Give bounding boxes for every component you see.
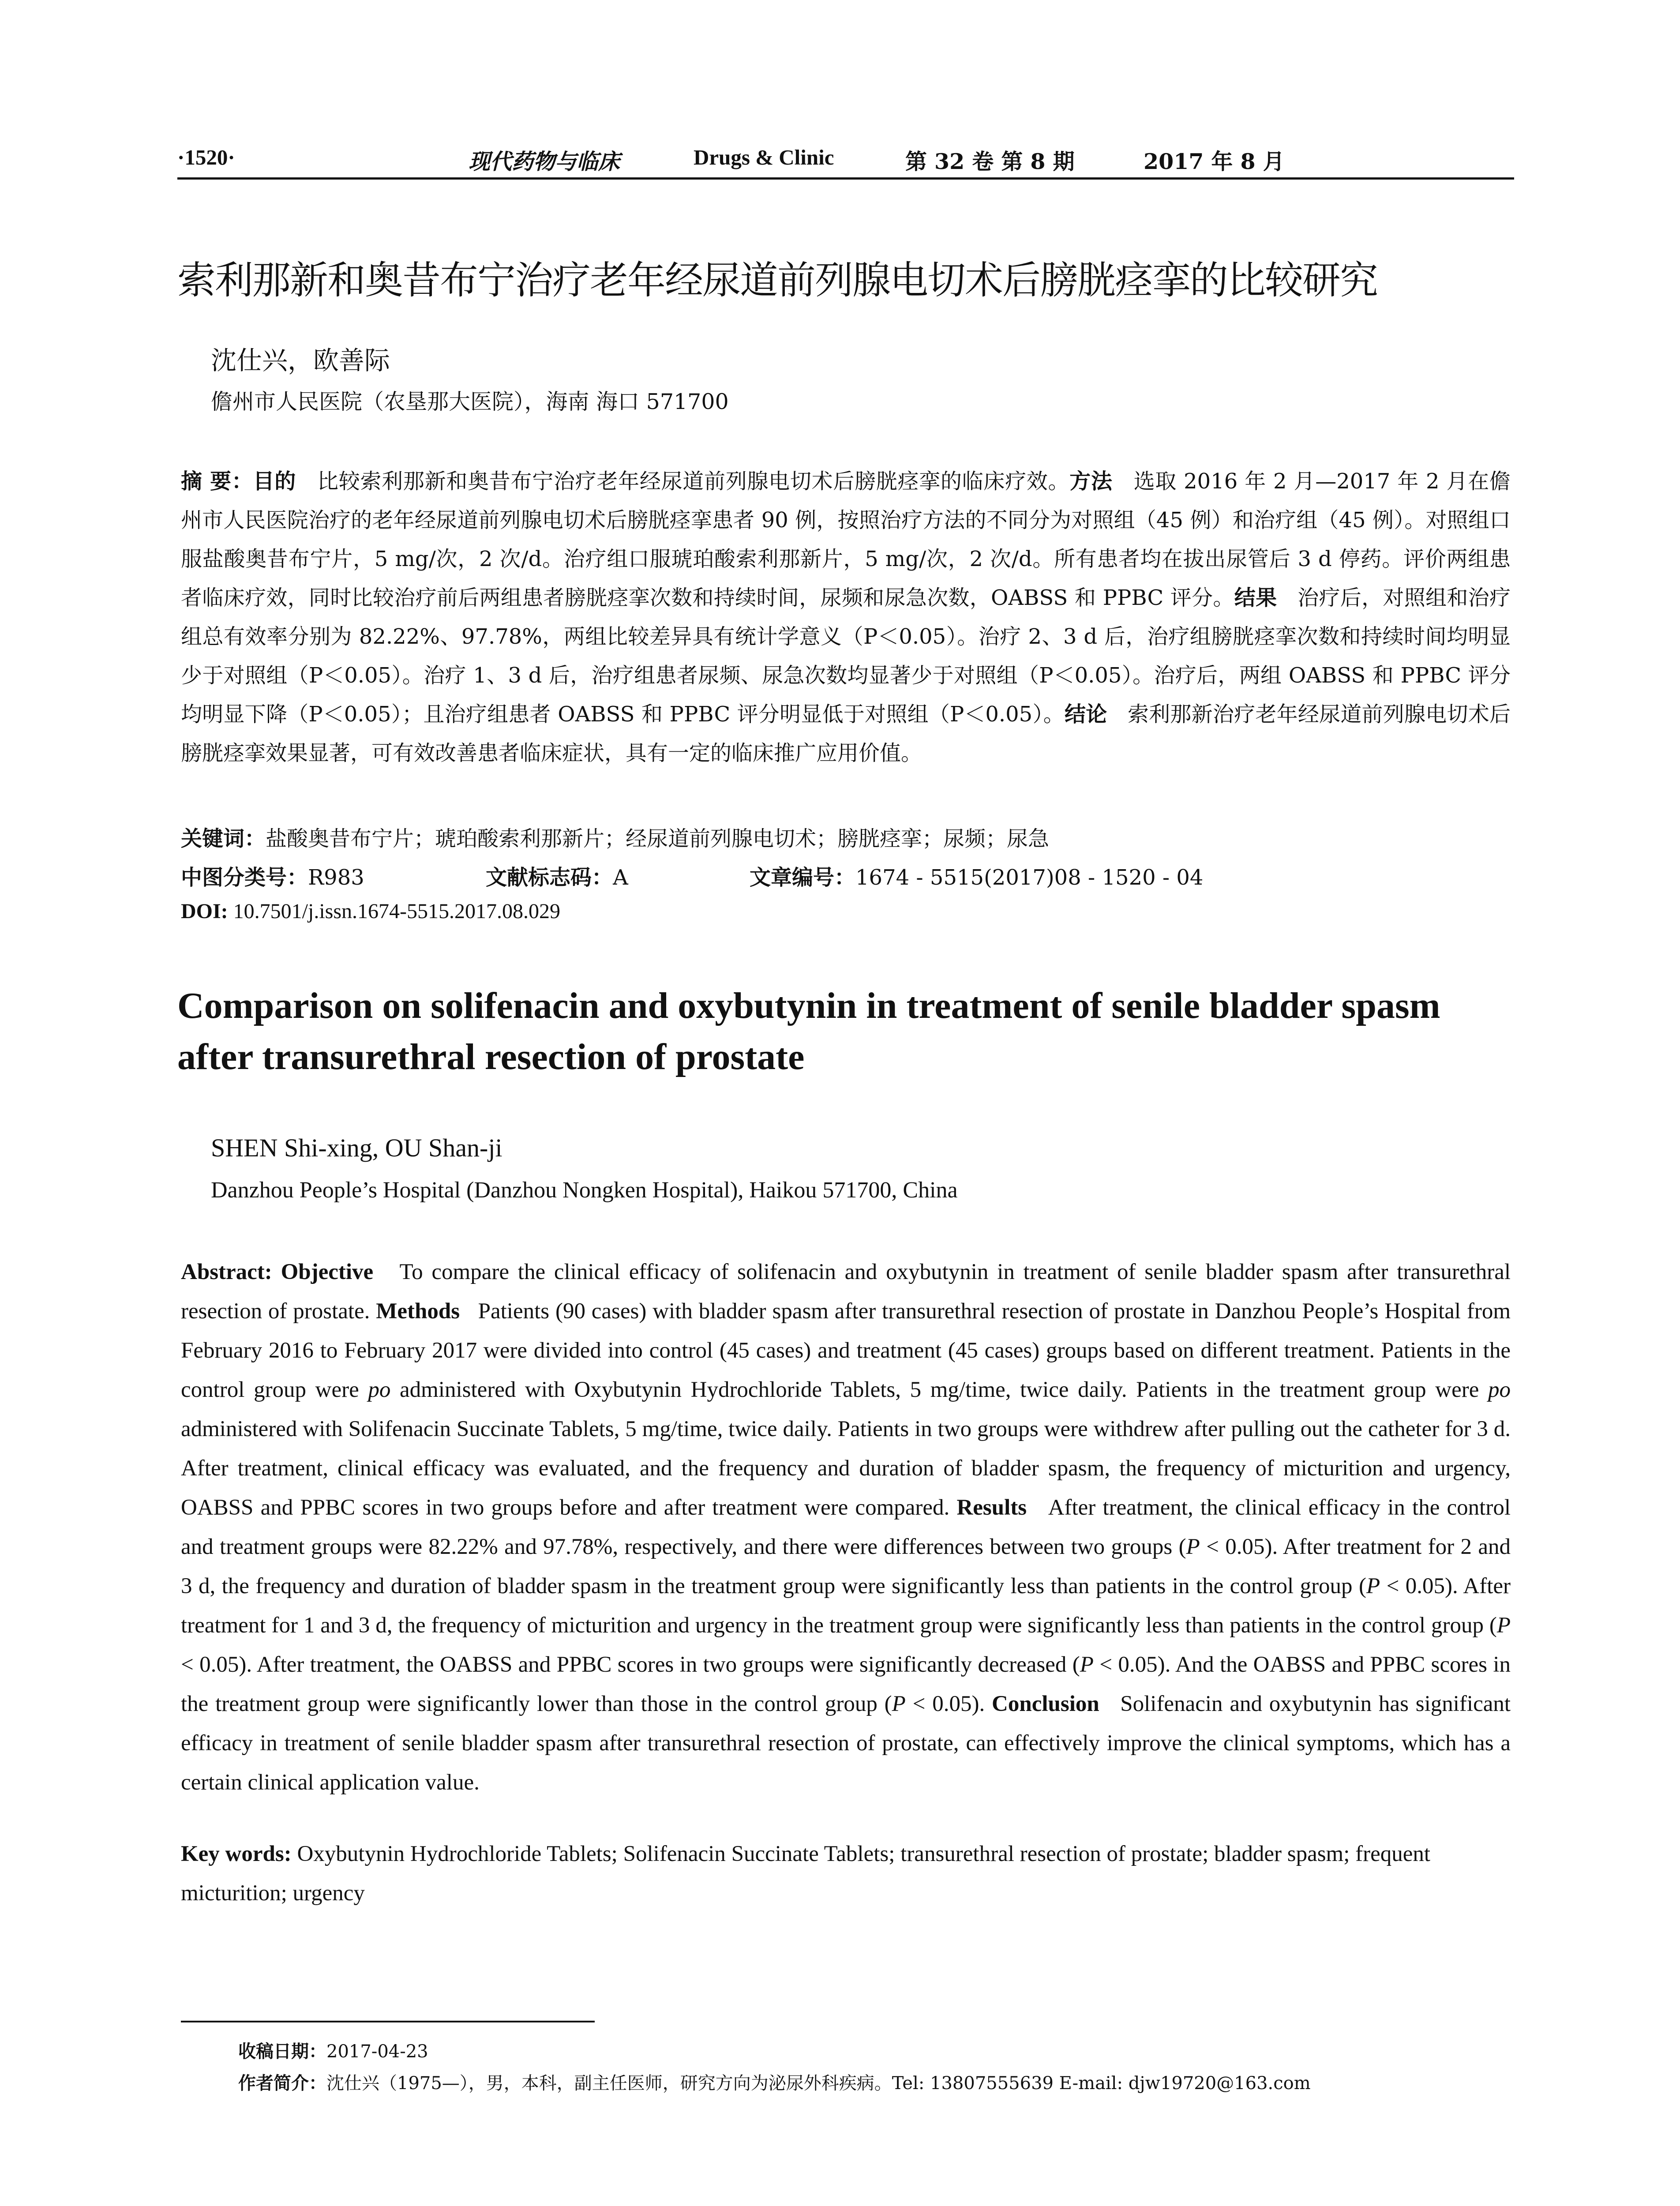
- doi-line: [181, 899, 560, 923]
- journal-name-cn: 现代药物与临床: [469, 149, 620, 174]
- en-p-3: P: [1496, 1613, 1511, 1638]
- cn-conclusion-label: 结论: [1064, 702, 1107, 727]
- cn-methods-label: 方法: [1069, 469, 1113, 494]
- en-title: Comparison on solifenacin and oxybutynin in treatment of senile bladder spasm after transurethral resection of prostate: [177, 985, 1440, 1077]
- en-objective-label: Objective: [281, 1260, 374, 1284]
- en-p-4: P: [1080, 1652, 1094, 1677]
- cn-objective: 比较索利那新和奥昔布宁治疗老年经尿道前列腺电切术后膀胱痉挛的临床疗效。: [317, 469, 1070, 494]
- cn-objective-label: 目的: [253, 469, 296, 494]
- clc-label: 中图分类号：: [181, 865, 308, 890]
- cn-results-label: 结果: [1234, 585, 1277, 610]
- cn-keywords-line: [181, 822, 1049, 852]
- author-bio: 沈仕兴（1975—），男，本科，副主任医师，研究方向为泌尿外科疾病。Tel: 13807555639 E-mail: djw19720@163.com: [326, 2073, 1311, 2093]
- en-methods-b: administered with Oxybutynin Hydrochloride Tablets, 5 mg/time, twice daily. Patients in the treatment group were: [400, 1377, 1479, 1402]
- en-methods-c: administered with Solifenacin Succinate Tablets, 5 mg/time, twice daily. Patients in two groups were withdrew after pulling out the catheter for 3 d. After treatment, clinical efficacy was evaluated, and the frequency and duration of bladder spasm, the frequency of micturition and urgency, OABSS and PPBC scores in two groups before and after treatment were compared.: [181, 1417, 1511, 1520]
- en-results-label: Results: [956, 1495, 1027, 1520]
- doc-code-label: 文献标志码：: [486, 865, 613, 890]
- cn-title: 索利那新和奥昔布宁治疗老年经尿道前列腺电切术后膀胱痉挛的比较研究: [177, 258, 1377, 303]
- en-conclusion: Solifenacin and oxybutynin has significant efficacy in treatment of senile bladder spasm after transurethral resection of prostate, can effectively improve the clinical symptoms, which has a certain clinical application value.: [181, 1692, 1511, 1795]
- running-header: [177, 140, 1514, 177]
- en-abstract: [181, 1253, 1511, 1802]
- en-po-2: po: [1488, 1377, 1511, 1402]
- cn-keywords: 盐酸奥昔布宁片；琥珀酸索利那新片；经尿道前列腺电切术；膀胱痉挛；尿频；尿急: [266, 826, 1050, 851]
- cn-affiliation: 儋州市人民医院（农垦那大医院），海南 海口 571700: [211, 389, 729, 414]
- cn-conclusion: 索利那新治疗老年经尿道前列腺电切术后膀胱痉挛效果显著，可有效改善患者临床症状，具有一定的临床推广应用价值。: [181, 702, 1511, 765]
- cn-methods: 选取 2016 年 2 月—2017 年 2 月在儋州市人民医院治疗的老年经尿道前列腺电切术后膀胱痉挛患者 90 例，按照治疗方法的不同分为对照组（45 例）和治疗组（45 例）。对照组口服盐酸奥昔布宁片，5 mg/次，2 次/d。治疗组口服琥珀酸索利那新片，5 mg/次，2 次/d。所有患者均在拔出尿管后 3 d 停药。评价两组患者临床疗效，同时比较治疗前后两组患者膀胱痉挛次数和持续时间，尿频和尿急次数，OABSS 和 PPBC 评分。: [181, 469, 1511, 610]
- clc-value: R983: [308, 865, 364, 890]
- header-rule: [177, 177, 1514, 180]
- cn-results: 治疗后，对照组和治疗组总有效率分别为 82.22%、97.78%，两组比较差异具有统计学意义（P＜0.05）。治疗 2、3 d 后，治疗组膀胱痉挛次数和持续时间均明显少于对照组（P＜0.05）。治疗 1、3 d 后，治疗组患者尿频、尿急次数均显著少于对照组（P＜0.05）。治疗后，两组 OABSS 和 PPBC 评分均明显下降（P＜0.05）；且治疗组患者 OABSS 和 PPBC 评分明显低于对照组（P＜0.05）。: [181, 585, 1511, 727]
- article-no-value: 1674 - 5515(2017)08 - 1520 - 04: [855, 865, 1204, 890]
- journal-name-en: Drugs & Clinic: [694, 145, 834, 169]
- cn-authors: 沈仕兴，欧善际: [211, 345, 390, 375]
- en-authors: SHEN Shi-xing, OU Shan-ji: [211, 1133, 502, 1162]
- article-no-label: 文章编号：: [750, 865, 856, 890]
- en-results-c: < 0.05). After treatment for 1 and 3 d, the frequency of micturition and urgency in the treatment group were significantly less than patients in the control group (: [181, 1574, 1511, 1638]
- author-bio-label: 作者简介：: [238, 2073, 326, 2093]
- footnote-rule: [181, 2021, 595, 2022]
- en-methods-a: Patients (90 cases) with bladder spasm after transurethral resection of prostate in Danzhou People’s Hospital from February 2016 to February 2017 were divided into control (45 cases) and treatment (45 cases) groups based on different treatment. Patients in the control group were: [181, 1299, 1511, 1402]
- en-objective: To compare the clinical efficacy of solifenacin and oxybutynin in treatment of senile bladder spasm after transurethral resection of prostate.: [181, 1260, 1511, 1324]
- cn-keywords-label: 关键词：: [181, 826, 266, 851]
- en-methods-label: Methods: [376, 1299, 460, 1324]
- received-date: 2017-04-23: [326, 2041, 428, 2062]
- en-conclusion-label: Conclusion: [992, 1692, 1099, 1716]
- en-p-2: P: [1366, 1574, 1380, 1598]
- doc-code-value: A: [613, 865, 628, 890]
- doi-label: DOI:: [181, 900, 228, 923]
- en-po-1: po: [368, 1377, 391, 1402]
- cn-classification-line: [181, 860, 1203, 891]
- received-label: 收稿日期：: [238, 2041, 326, 2062]
- en-results-d: < 0.05). After treatment, the OABSS and PPBC scores in two groups were significantly decreased (: [181, 1652, 1080, 1677]
- doi-value: 10.7501/j.issn.1674-5515.2017.08.029: [233, 900, 561, 923]
- en-results-f: < 0.05).: [912, 1692, 985, 1716]
- footnote-author: [238, 2069, 1311, 2094]
- footnote-received: [238, 2037, 428, 2063]
- en-keywords: [181, 1835, 1511, 1913]
- en-results-a: After treatment, the clinical efficacy in the control and treatment groups were 82.22% and 97.78%, respectively, and there were differences between two groups (: [181, 1495, 1511, 1559]
- en-p-1: P: [1186, 1534, 1200, 1559]
- en-p-5: P: [892, 1692, 906, 1716]
- en-abstract-label: Abstract:: [181, 1260, 272, 1284]
- volume-issue: 第 32 卷 第 8 期: [905, 149, 1075, 174]
- cn-abstract: [181, 462, 1511, 773]
- en-results-e: < 0.05). And the OABSS and PPBC scores in the treatment group were significantly lower than those in the control group (: [181, 1652, 1511, 1716]
- page-number: ·1520·: [177, 145, 235, 169]
- issue-date: 2017 年 8 月: [1144, 149, 1285, 174]
- en-affiliation: Danzhou People’s Hospital (Danzhou Nongken Hospital), Haikou 571700, China: [211, 1178, 958, 1203]
- en-keywords-text: Oxybutynin Hydrochloride Tablets; Solifenacin Succinate Tablets; transurethral resection of prostate; bladder spasm; frequent micturition; urgency: [181, 1842, 1431, 1906]
- en-keywords-label: Key words:: [181, 1842, 292, 1866]
- cn-abstract-label: 摘 要：: [181, 469, 253, 494]
- en-results-b: < 0.05). After treatment for 2 and 3 d, the frequency and duration of bladder spasm in the treatment group were significantly less than patients in the control group (: [181, 1534, 1511, 1598]
